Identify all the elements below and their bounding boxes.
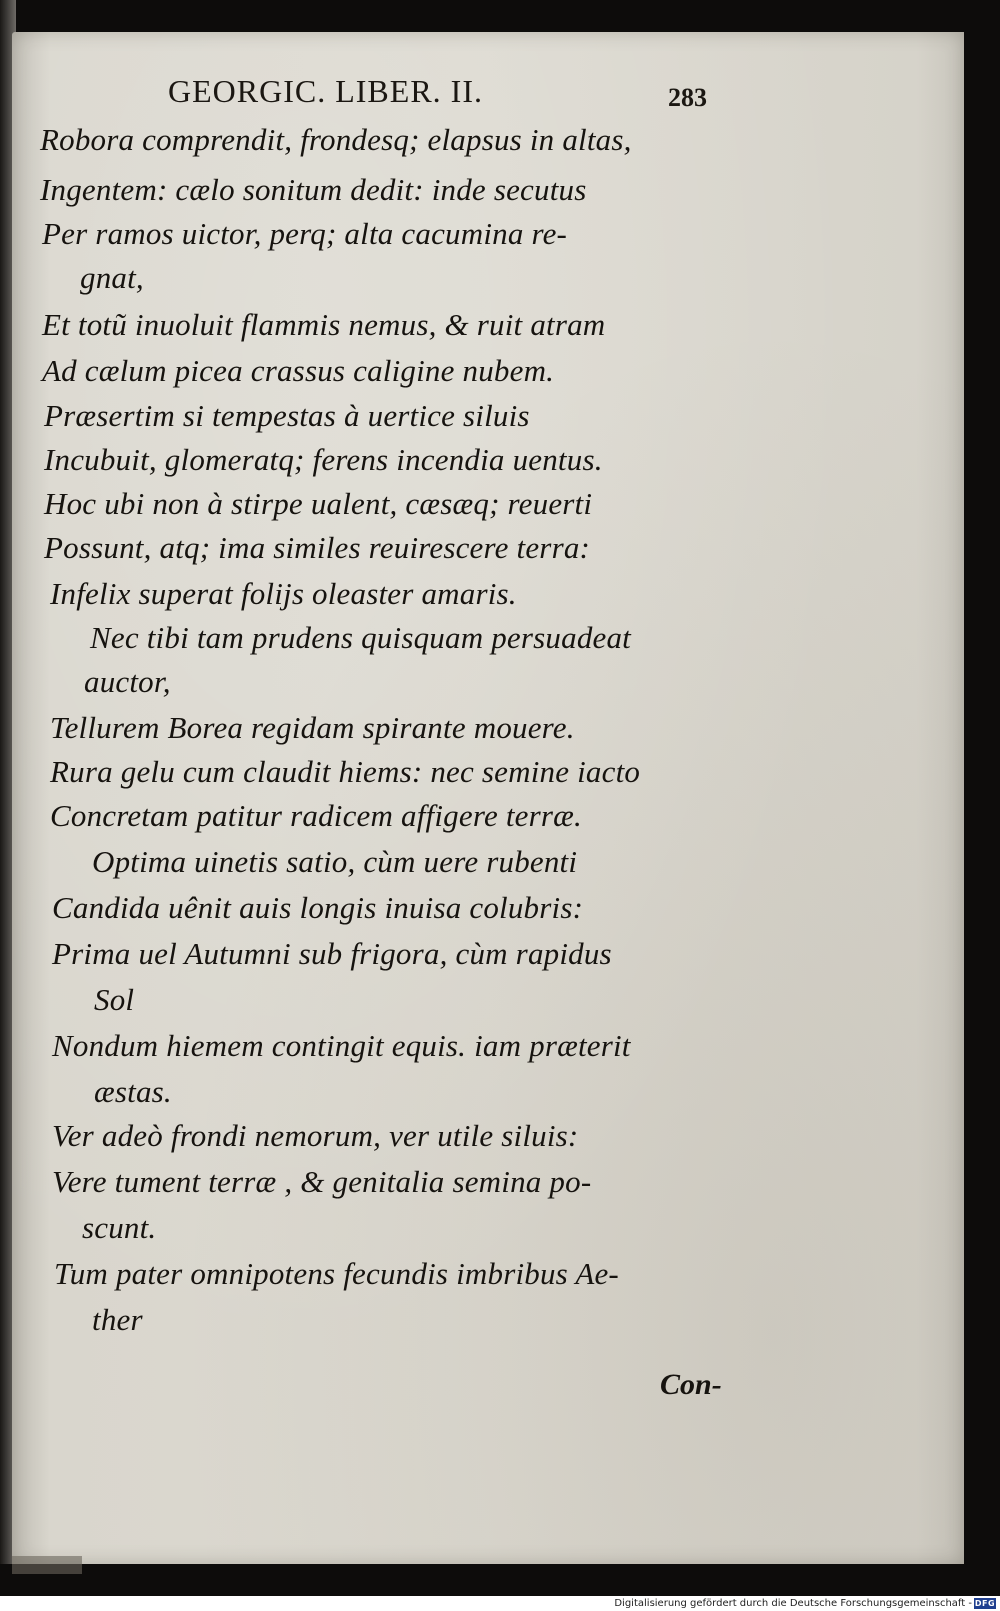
bottom-margin-dark — [0, 1564, 1000, 1596]
catchword: Con- — [660, 1368, 722, 1401]
verse-line: Ver adeò frondi nemorum, ver utile siluis: — [52, 1118, 579, 1153]
verse-line: scunt. — [82, 1210, 157, 1245]
verse-line: Possunt, atq; ima similes reuirescere terra: — [44, 530, 591, 565]
paper-stain — [12, 1556, 82, 1574]
verse-line: Incubuit, glomeratq; ferens incendia uentus. — [44, 442, 603, 477]
verse-line: Infelix superat folijs oleaster amaris. — [50, 576, 517, 611]
verse-line: Per ramos uictor, perq; alta cacumina re- — [42, 216, 568, 251]
verse-line: gnat, — [80, 260, 144, 295]
verse-line: Tellurem Borea regidam spirante mouere. — [50, 710, 575, 745]
verse-line: Vere tument terræ , & genitalia semina po- — [52, 1164, 592, 1199]
verse-line: Præsertim si tempestas à uertice siluis — [44, 398, 530, 433]
verse-line: Hoc ubi non à stirpe ualent, cæsæq; reuerti — [44, 486, 593, 521]
verse-line: Candida uênit auis longis inuisa colubris: — [52, 890, 584, 925]
verse-line: Concretam patitur radicem affigere terræ. — [50, 798, 582, 833]
page-number: 283 — [668, 83, 707, 112]
running-head: GEORGIC. LIBER. II. — [168, 73, 483, 109]
verse-line: Robora comprendit, frondesq; elapsus in altas, — [40, 122, 632, 157]
verse-line: auctor, — [84, 664, 171, 699]
verse-line: Sol — [94, 982, 135, 1017]
verse-line: Ad cælum picea crassus caligine nubem. — [42, 353, 555, 388]
verse-line: Tum pater omnipotens fecundis imbribus Ae- — [54, 1256, 619, 1291]
verse-line: Optima uinetis satio, cùm uere rubenti — [92, 844, 578, 879]
digitization-credit: Digitalisierung gefördert durch die Deutsche Forschungsgemeinschaft - — [614, 1598, 972, 1609]
verse-line: Ingentem: cælo sonitum dedit: inde secutus — [40, 172, 587, 207]
verse-line: ther — [92, 1302, 143, 1337]
verse-line: Rura gelu cum claudit hiems: nec semine iacto — [50, 754, 641, 789]
verse-line: Et totũ inuoluit flammis nemus, & ruit atram — [42, 307, 606, 342]
verse-line: Nec tibi tam prudens quisquam persuadeat — [90, 620, 631, 655]
verse-line: Prima uel Autumni sub frigora, cùm rapidus — [52, 936, 612, 971]
verse-line: Nondum hiemem contingit equis. iam præterit — [52, 1028, 631, 1063]
verse-line: æstas. — [94, 1074, 172, 1109]
dfg-logo: DFG — [974, 1599, 996, 1608]
